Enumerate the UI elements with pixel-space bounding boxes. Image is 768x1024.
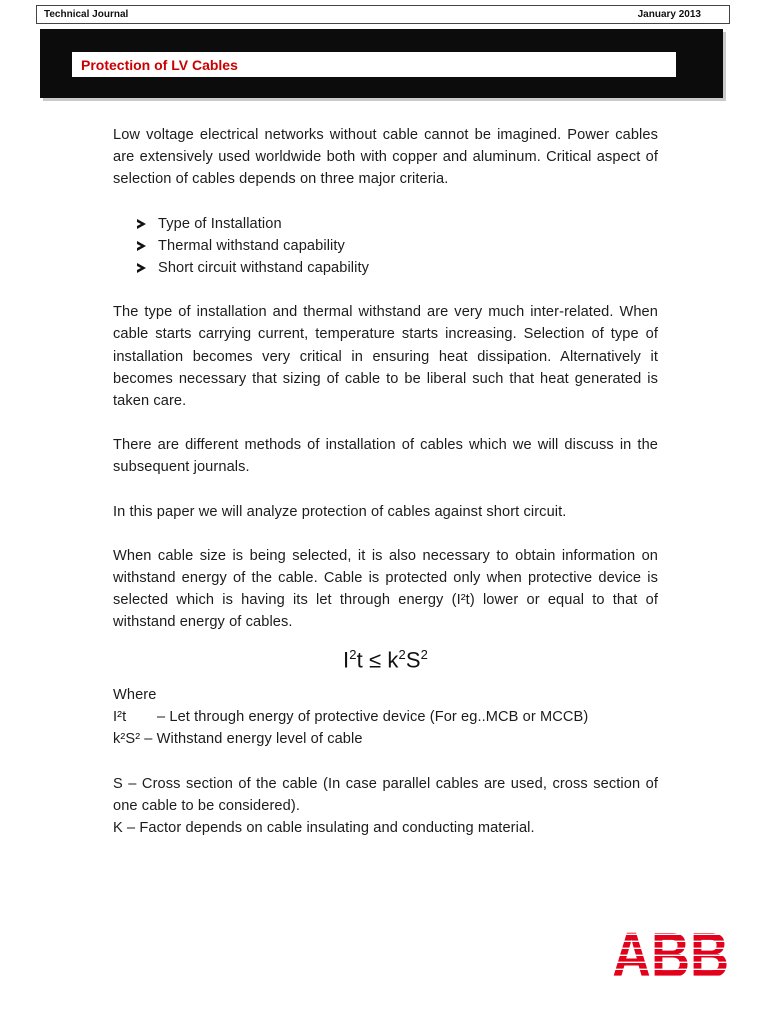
methods-paragraph: There are different methods of installation of cables which we will discuss in the subsequent journals. (113, 437, 658, 476)
definition-k: K – Factor depends on cable insulating and conducting material. (113, 820, 535, 836)
where-label: Where (113, 686, 157, 703)
list-item: Short circuit withstand capability (137, 257, 658, 279)
abb-logo (611, 919, 730, 991)
article-body (113, 124, 658, 839)
withstand-paragraph: When cable size is being selected, it is also necessary to obtain information on withstand energy of the cable. Cable is protected only when protective device is selected which is having its let through energy (I²t) lower or equal to that of withstand energy of cables. (113, 547, 658, 631)
installation-paragraph: The type of installation and thermal withstand are very much inter-related. When cable starts carrying current, temperature starts increasing. Selection of type of installation becomes very critical in ensuring heat dissipation. Alternatively it becomes necessary that sizing of cable to be liberal such that heat generated is taken care. (113, 304, 658, 410)
energy-formula: $I^2t \le k^2S^2$ (343, 646, 428, 672)
scope-paragraph: In this paper we will analyze protection of cables against short circuit. (113, 503, 567, 520)
list-item: Type of Installation (137, 213, 658, 235)
journal-header (36, 5, 730, 24)
journal-date: January 2013 (637, 9, 701, 20)
arrow-bullet-icon (137, 241, 146, 251)
arrow-bullet-icon (137, 263, 146, 273)
criteria-list (113, 213, 658, 280)
article-title: Protection of LV Cables (72, 52, 676, 77)
definition-k2s2: k²S² – Withstand energy level of cable (113, 731, 363, 748)
arrow-bullet-icon (137, 219, 146, 229)
abb-logo-text: ABB (612, 919, 729, 991)
definition-s: S – Cross section of the cable (In case parallel cables are used, cross section of one cable to be considered). (113, 775, 658, 814)
journal-name: Technical Journal (44, 9, 129, 20)
definition-i2t: I²t – Let through energy of protective device (For eg..MCB or MCCB) (113, 709, 589, 726)
intro-paragraph: Low voltage electrical networks without cable cannot be imagined. Power cables are extensively used worldwide both with copper and aluminum. Critical aspect of selection of cables depends on three major criteria. (113, 127, 658, 188)
list-item: Thermal withstand capability (137, 235, 658, 257)
title-banner (40, 29, 723, 98)
